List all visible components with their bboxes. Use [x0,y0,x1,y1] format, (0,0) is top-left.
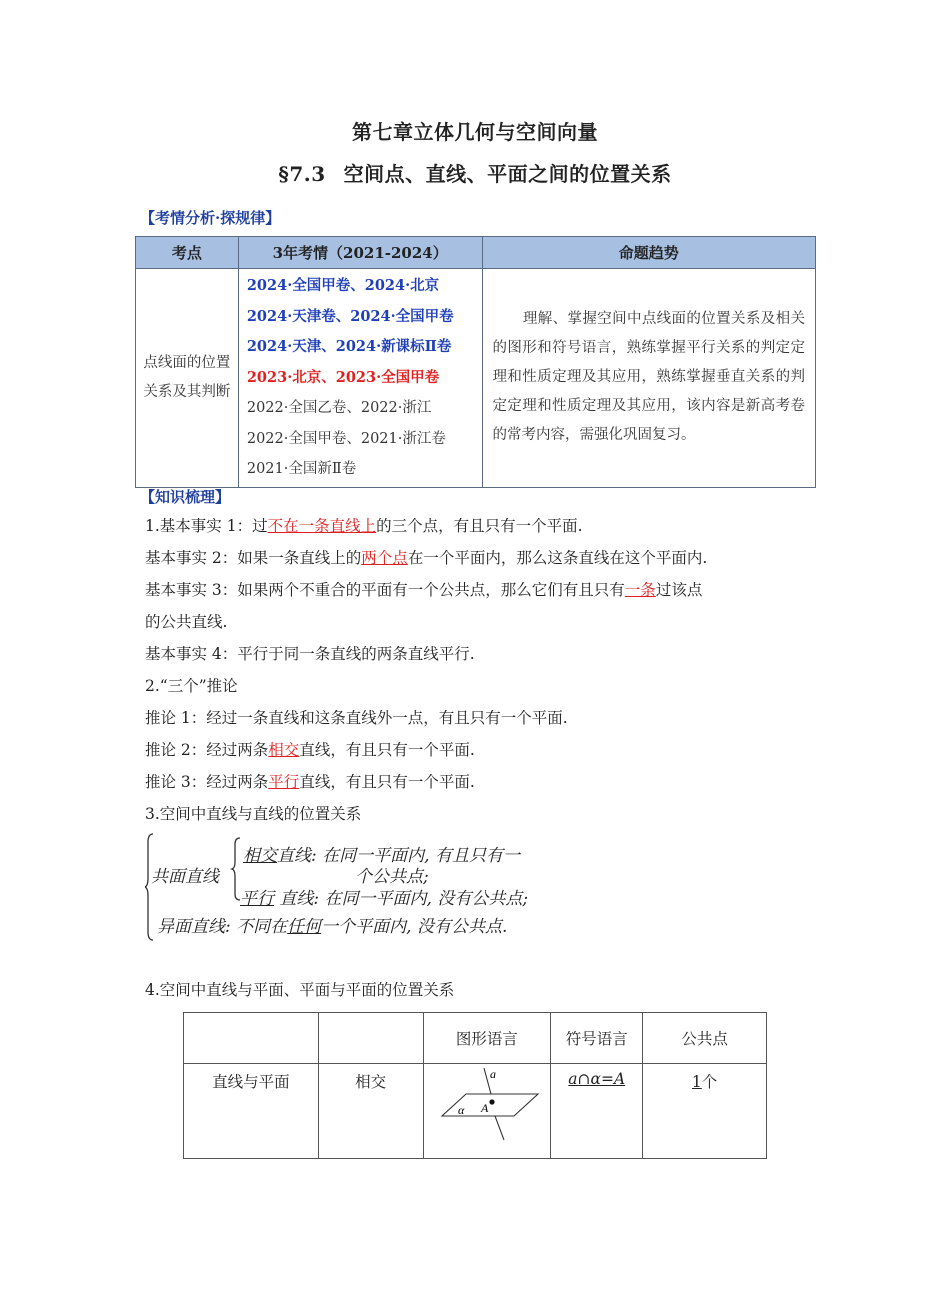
header-common: 公共点 [643,1013,767,1064]
common-point-cell [643,1064,767,1159]
text: 在一个平面内，那么这条直线在这个平面内. [407,549,708,567]
fill-blank: 一条 [624,581,656,599]
exam-item: 2024·全国甲卷、2024·北京 [246,277,440,294]
exam-item: 2023·北京、2023·全国甲卷 [246,368,440,386]
line-plane-intersect-diagram [424,1064,552,1146]
section-title-line [0,158,950,187]
text: 直线，有且只有一个平面. [299,773,475,791]
exam-analysis-table [135,236,816,488]
corollary-1: 推论 1：经过一条直线和这条直线外一点，有且只有一个平面. [145,709,568,727]
fig-line-label: a [489,1067,496,1081]
intersect-blank: 相交 [243,846,277,866]
fill-blank: 相交 [268,741,300,759]
text: 基本事实 3：如果两个不重合的平面有一个公共点，那么它们有且只有 [145,581,625,599]
col-header-exams: 3年考情（2021-2024） [238,237,482,269]
trend-cell [482,269,816,488]
intersect-line-2: 个公共点; [355,867,429,887]
fact-2 [145,542,825,574]
text: 推论 2：经过两条 [145,741,269,759]
relations-table [183,1012,767,1159]
fact-3-cont: 的公共直线. [145,613,228,631]
section-4-title: 4.空间中直线与平面、平面与平面的位置关系 [145,981,455,999]
text: 异面直线: 不同在 [157,917,288,937]
header-graphic: 图形语言 [423,1013,551,1064]
header-empty [318,1013,423,1064]
text: 过该点 [655,581,703,599]
knowledge-body [145,510,825,830]
exam-point-cell: 点线面的位置关系及其判断 [136,269,239,488]
header-symbol: 符号语言 [551,1013,643,1064]
exam-item: 2024·天津、2024·新课标Ⅱ卷 [246,338,452,355]
figure-cell [423,1064,551,1159]
skew-line [157,912,507,937]
text: 直线，有且只有一个平面. [299,741,475,759]
parallel-blank: 平行 [240,889,274,909]
exam-item: 2021·全国新Ⅱ卷 [246,461,357,477]
section-title: 空间点、直线、平面之间的位置关系 [343,162,672,186]
text: 基本事实 2：如果一条直线上的 [145,549,362,567]
fill-blank: 不在一条直线上 [267,517,377,535]
fact-4: 基本事实 4：平行于同一条直线的两条直线平行. [145,645,475,663]
relation-cell: 相交 [318,1064,423,1159]
exam-item: 2022·全国乙卷、2022·浙江 [246,400,432,416]
fig-point-label: A [480,1101,488,1115]
text: 推论 3：经过两条 [145,773,269,791]
fact-3 [145,574,825,606]
coplanar-label: 共面直线 [151,867,219,887]
fig-plane-label: α [457,1103,464,1117]
skew-blank: 任何 [287,917,322,937]
knowledge-label: 【知识梳理】 [140,488,231,506]
fact-1 [145,510,825,542]
col-header-point: 考点 [136,237,239,269]
exam-item: 2024·天津卷、2024·全国甲卷 [246,307,454,325]
parallel-line [240,884,528,909]
corollary-3 [145,766,825,798]
section-3-title: 3.空间中直线与直线的位置关系 [145,805,362,823]
section-number: §7.3 [278,162,326,186]
corollary-title: 2.“三个”推论 [145,677,238,695]
text: 一个平面内, 没有公共点. [321,917,508,937]
corollary-2 [145,734,825,766]
symbol-cell [551,1064,643,1159]
chapter-title: 第七章立体几何与空间向量 [352,120,598,144]
text: 直线: 在同一平面内, 没有公共点; [274,889,529,909]
exam-item: 2022·全国甲卷、2021·浙江卷 [246,430,446,447]
line-relations-brace [145,832,645,942]
exam-analysis-label: 【考情分析·探规律】 [140,209,281,227]
fill-blank: 平行 [268,773,300,791]
text: 直线: 在同一平面内, 有且只有一 [277,846,520,866]
exam-list-cell [238,269,482,488]
symbol-text: a∩α=A [568,1070,626,1088]
fill-blank: 两个点 [361,549,408,567]
col-header-trend: 命题趋势 [482,237,816,269]
trend-text: 理解、掌握空间中点线面的位置关系及相关的图形和符号语言，熟练掌握平行关系的判定定理和性质定理及其应用，熟练掌握垂直关系的判定定理和性质定理及其应用，该内容是新高考卷的常考内容，需强化巩固复习。 [492,311,805,444]
common-count: 1 [691,1073,702,1091]
common-unit: 个 [701,1073,718,1091]
header-empty [184,1013,319,1064]
category-cell: 直线与平面 [184,1064,319,1159]
text: 的三个点，有且只有一个平面. [376,517,583,535]
text: 1.基本事实 1：过 [145,517,268,535]
